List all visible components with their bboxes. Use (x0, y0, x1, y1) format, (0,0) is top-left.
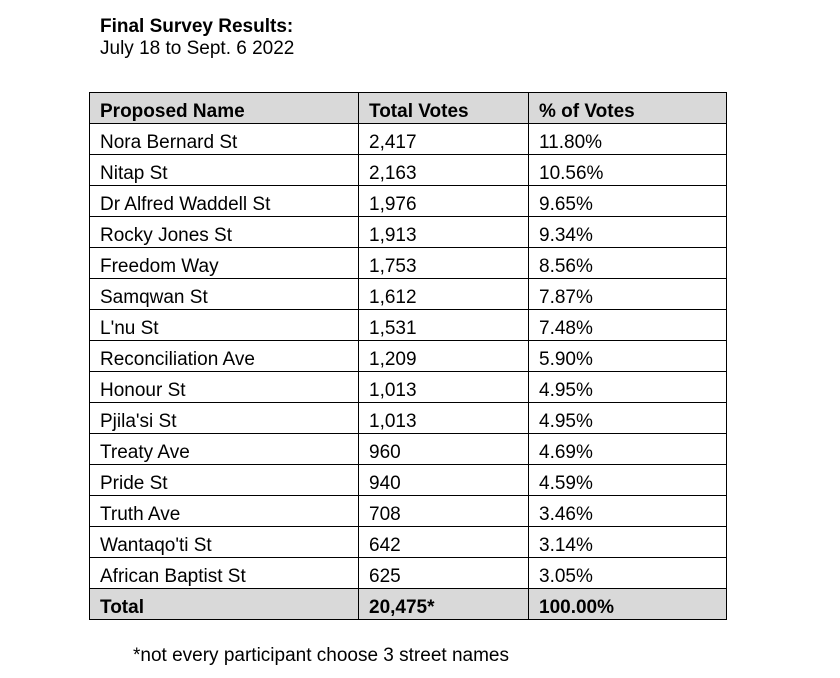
column-header-percent-votes: % of Votes (529, 93, 727, 124)
table-header-row (90, 93, 727, 124)
percent-votes-cell: 7.87% (529, 279, 727, 310)
total-votes-cell: 1,913 (359, 217, 529, 248)
column-header-proposed-name: Proposed Name (90, 93, 359, 124)
proposed-name-cell: Pride St (90, 465, 359, 496)
percent-votes-cell: 5.90% (529, 341, 727, 372)
table-row (90, 186, 727, 217)
total-votes-sum-cell: 20,475* (359, 589, 529, 620)
proposed-name-cell: Truth Ave (90, 496, 359, 527)
total-votes-cell: 1,013 (359, 403, 529, 434)
table-row (90, 310, 727, 341)
percent-votes-cell: 3.46% (529, 496, 727, 527)
table-row (90, 341, 727, 372)
percent-votes-cell: 9.34% (529, 217, 727, 248)
total-row (90, 589, 727, 620)
column-header-total-votes: Total Votes (359, 93, 529, 124)
table-row (90, 372, 727, 403)
table-row (90, 527, 727, 558)
total-percent-cell: 100.00% (529, 589, 727, 620)
total-votes-cell: 960 (359, 434, 529, 465)
proposed-name-cell: Pjila'si St (90, 403, 359, 434)
total-votes-cell: 1,209 (359, 341, 529, 372)
percent-votes-cell: 4.69% (529, 434, 727, 465)
table-row (90, 465, 727, 496)
table-row (90, 558, 727, 589)
proposed-name-cell: L'nu St (90, 310, 359, 341)
total-label-cell: Total (90, 589, 359, 620)
percent-votes-cell: 3.14% (529, 527, 727, 558)
survey-date-range: July 18 to Sept. 6 2022 (100, 38, 295, 59)
percent-votes-cell: 9.65% (529, 186, 727, 217)
total-votes-cell: 1,612 (359, 279, 529, 310)
proposed-name-cell: Treaty Ave (90, 434, 359, 465)
percent-votes-cell: 4.59% (529, 465, 727, 496)
proposed-name-cell: Freedom Way (90, 248, 359, 279)
percent-votes-cell: 4.95% (529, 372, 727, 403)
proposed-name-cell: Rocky Jones St (90, 217, 359, 248)
table-row (90, 248, 727, 279)
table-row (90, 496, 727, 527)
proposed-name-cell: Nora Bernard St (90, 124, 359, 155)
table-row (90, 279, 727, 310)
total-votes-cell: 1,013 (359, 372, 529, 403)
results-table (89, 92, 727, 620)
percent-votes-cell: 11.80% (529, 124, 727, 155)
table-row (90, 434, 727, 465)
table-row (90, 403, 727, 434)
total-votes-cell: 940 (359, 465, 529, 496)
percent-votes-cell: 4.95% (529, 403, 727, 434)
total-votes-cell: 708 (359, 496, 529, 527)
proposed-name-cell: Reconciliation Ave (90, 341, 359, 372)
percent-votes-cell: 8.56% (529, 248, 727, 279)
proposed-name-cell: Wantaqo'ti St (90, 527, 359, 558)
total-votes-cell: 642 (359, 527, 529, 558)
total-votes-cell: 1,531 (359, 310, 529, 341)
total-votes-cell: 1,753 (359, 248, 529, 279)
footnote: *not every participant choose 3 street names (133, 645, 509, 666)
percent-votes-cell: 3.05% (529, 558, 727, 589)
proposed-name-cell: African Baptist St (90, 558, 359, 589)
proposed-name-cell: Samqwan St (90, 279, 359, 310)
total-votes-cell: 2,163 (359, 155, 529, 186)
proposed-name-cell: Dr Alfred Waddell St (90, 186, 359, 217)
table-row (90, 217, 727, 248)
total-votes-cell: 1,976 (359, 186, 529, 217)
percent-votes-cell: 10.56% (529, 155, 727, 186)
total-votes-cell: 2,417 (359, 124, 529, 155)
proposed-name-cell: Honour St (90, 372, 359, 403)
table-row (90, 155, 727, 186)
percent-votes-cell: 7.48% (529, 310, 727, 341)
proposed-name-cell: Nitap St (90, 155, 359, 186)
table-row (90, 124, 727, 155)
total-votes-cell: 625 (359, 558, 529, 589)
survey-title: Final Survey Results: (100, 16, 294, 37)
